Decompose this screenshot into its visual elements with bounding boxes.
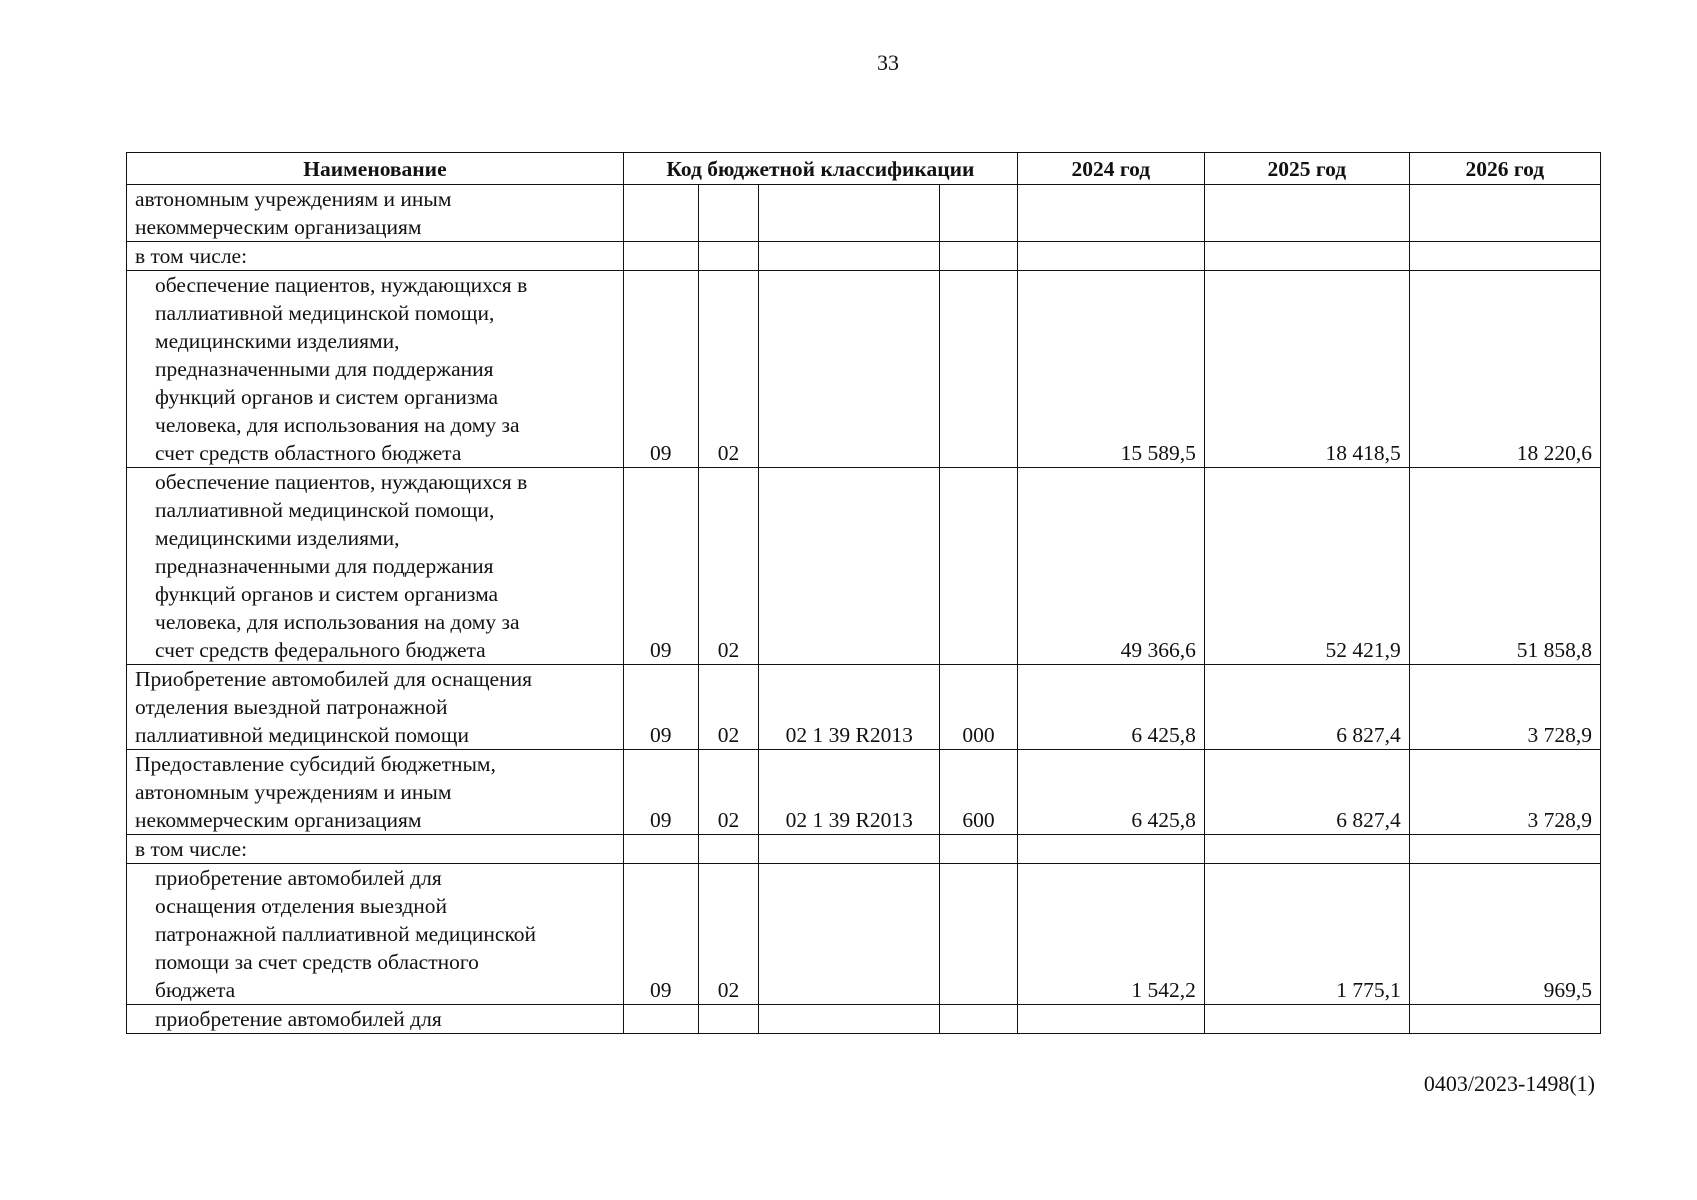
amount-2026-cell: 51 858,8	[1409, 468, 1600, 665]
page-number: 33	[877, 50, 899, 75]
row-name-line: некоммерческим организациям	[135, 215, 422, 239]
expense-type-code-cell	[940, 1005, 1018, 1034]
expense-type-code-cell	[940, 271, 1018, 468]
row-name-line: медицинскими изделиями,	[155, 526, 400, 550]
section-code-cell	[623, 242, 698, 271]
amount-2024-cell: 6 425,8	[1017, 750, 1204, 835]
amount-2026-cell	[1409, 835, 1600, 864]
amount-2024-cell: 49 366,6	[1017, 468, 1204, 665]
row-name-line: паллиативной медицинской помощи,	[155, 301, 495, 325]
subsection-code-cell: 02	[698, 864, 759, 1005]
amount-2026-cell: 969,5	[1409, 864, 1600, 1005]
document-code: 0403/2023-1498(1)	[1423, 1071, 1595, 1096]
table-row	[127, 1005, 1601, 1034]
row-name-line: функций органов и систем организма	[155, 582, 499, 606]
section-code-cell	[623, 835, 698, 864]
table-row	[127, 835, 1601, 864]
expense-type-code-cell	[940, 468, 1018, 665]
budget-table	[126, 152, 1601, 1034]
target-article-code-cell: 02 1 39 R2013	[759, 750, 940, 835]
section-code-cell: 09	[623, 750, 698, 835]
row-name-line: отделения выездной патронажной	[135, 695, 448, 719]
expense-type-code-cell: 600	[940, 750, 1018, 835]
target-article-code-cell: 02 1 39 R2013	[759, 665, 940, 750]
row-name-line: человека, для использования на дому за	[155, 610, 520, 634]
amount-2026-cell	[1409, 1005, 1600, 1034]
row-name-cell	[127, 185, 624, 242]
amount-2026-cell	[1409, 242, 1600, 271]
row-name-line: обеспечение пациентов, нуждающихся в	[155, 273, 528, 297]
expense-type-code-cell: 000	[940, 665, 1018, 750]
table-row	[127, 271, 1601, 468]
amount-2025-cell: 1 775,1	[1204, 864, 1409, 1005]
amount-2024-cell	[1017, 835, 1204, 864]
row-name-cell	[127, 1005, 624, 1034]
section-code-cell	[623, 185, 698, 242]
amount-2025-cell: 6 827,4	[1204, 665, 1409, 750]
expense-type-code-cell	[940, 185, 1018, 242]
subsection-code-cell: 02	[698, 750, 759, 835]
row-name-line: бюджета	[155, 978, 236, 1002]
row-name-line: функций органов и систем организма	[155, 385, 499, 409]
row-name-cell	[127, 750, 624, 835]
amount-2025-cell: 52 421,9	[1204, 468, 1409, 665]
row-name-cell	[127, 242, 624, 271]
section-code-cell: 09	[623, 468, 698, 665]
target-article-code-cell	[759, 271, 940, 468]
row-name-line: человека, для использования на дому за	[155, 413, 520, 437]
row-name-line: счет средств областного бюджета	[155, 441, 462, 465]
table-row	[127, 864, 1601, 1005]
subsection-code-cell	[698, 1005, 759, 1034]
amount-2025-cell	[1204, 1005, 1409, 1034]
amount-2024-cell: 1 542,2	[1017, 864, 1204, 1005]
section-code-cell	[623, 1005, 698, 1034]
target-article-code-cell	[759, 468, 940, 665]
row-name-line: предназначенными для поддержания	[155, 554, 494, 578]
row-name-line: предназначенными для поддержания	[155, 357, 494, 381]
row-name-line: медицинскими изделиями,	[155, 329, 400, 353]
table-row	[127, 468, 1601, 665]
amount-2024-cell	[1017, 242, 1204, 271]
table-body	[127, 185, 1601, 1034]
table-row	[127, 242, 1601, 271]
amount-2025-cell	[1204, 835, 1409, 864]
target-article-code-cell	[759, 185, 940, 242]
amount-2025-cell	[1204, 242, 1409, 271]
amount-2026-cell	[1409, 185, 1600, 242]
row-name-cell	[127, 835, 624, 864]
row-name-line: Приобретение автомобилей для оснащения	[135, 667, 533, 691]
subsection-code-cell: 02	[698, 665, 759, 750]
row-name-line: оснащения отделения выездной	[155, 894, 448, 918]
expense-type-code-cell	[940, 242, 1018, 271]
amount-2024-cell	[1017, 185, 1204, 242]
row-name-line: помощи за счет средств областного	[155, 950, 479, 974]
section-code-cell: 09	[623, 864, 698, 1005]
section-code-cell: 09	[623, 665, 698, 750]
amount-2025-cell	[1204, 185, 1409, 242]
row-name-cell	[127, 864, 624, 1005]
table-row	[127, 750, 1601, 835]
amount-2026-cell: 3 728,9	[1409, 665, 1600, 750]
subsection-code-cell	[698, 185, 759, 242]
header-budget-code: Код бюджетной классификации	[623, 153, 1017, 185]
row-name-line: в том числе:	[135, 837, 248, 861]
section-code-cell: 09	[623, 271, 698, 468]
header-name: Наименование	[127, 153, 624, 185]
header-row	[127, 153, 1601, 185]
row-name-line: в том числе:	[135, 244, 248, 268]
table-row	[127, 665, 1601, 750]
subsection-code-cell: 02	[698, 468, 759, 665]
target-article-code-cell	[759, 1005, 940, 1034]
expense-type-code-cell	[940, 864, 1018, 1005]
subsection-code-cell	[698, 242, 759, 271]
target-article-code-cell	[759, 864, 940, 1005]
amount-2024-cell: 6 425,8	[1017, 665, 1204, 750]
row-name-line: счет средств федерального бюджета	[155, 638, 486, 662]
row-name-line: автономным учреждениям и иным	[135, 187, 452, 211]
row-name-line: автономным учреждениям и иным	[135, 780, 452, 804]
subsection-code-cell	[698, 835, 759, 864]
expense-type-code-cell	[940, 835, 1018, 864]
row-name-cell	[127, 271, 624, 468]
subsection-code-cell: 02	[698, 271, 759, 468]
row-name-line: Предоставление субсидий бюджетным,	[135, 752, 496, 776]
target-article-code-cell	[759, 242, 940, 271]
row-name-line: приобретение автомобилей для	[155, 866, 442, 890]
amount-2026-cell: 18 220,6	[1409, 271, 1600, 468]
row-name-line: паллиативной медицинской помощи,	[155, 498, 495, 522]
amount-2024-cell: 15 589,5	[1017, 271, 1204, 468]
amount-2024-cell	[1017, 1005, 1204, 1034]
row-name-cell	[127, 468, 624, 665]
header-2025: 2025 год	[1204, 153, 1409, 185]
amount-2026-cell: 3 728,9	[1409, 750, 1600, 835]
row-name-cell	[127, 665, 624, 750]
amount-2025-cell: 18 418,5	[1204, 271, 1409, 468]
header-2024: 2024 год	[1017, 153, 1204, 185]
amount-2025-cell: 6 827,4	[1204, 750, 1409, 835]
row-name-line: паллиативной медицинской помощи	[135, 723, 469, 747]
row-name-line: обеспечение пациентов, нуждающихся в	[155, 470, 528, 494]
row-name-line: патронажной паллиативной медицинской	[155, 922, 537, 946]
table-row	[127, 185, 1601, 242]
row-name-line: приобретение автомобилей для	[155, 1007, 442, 1031]
header-2026: 2026 год	[1409, 153, 1600, 185]
row-name-line: некоммерческим организациям	[135, 808, 422, 832]
target-article-code-cell	[759, 835, 940, 864]
